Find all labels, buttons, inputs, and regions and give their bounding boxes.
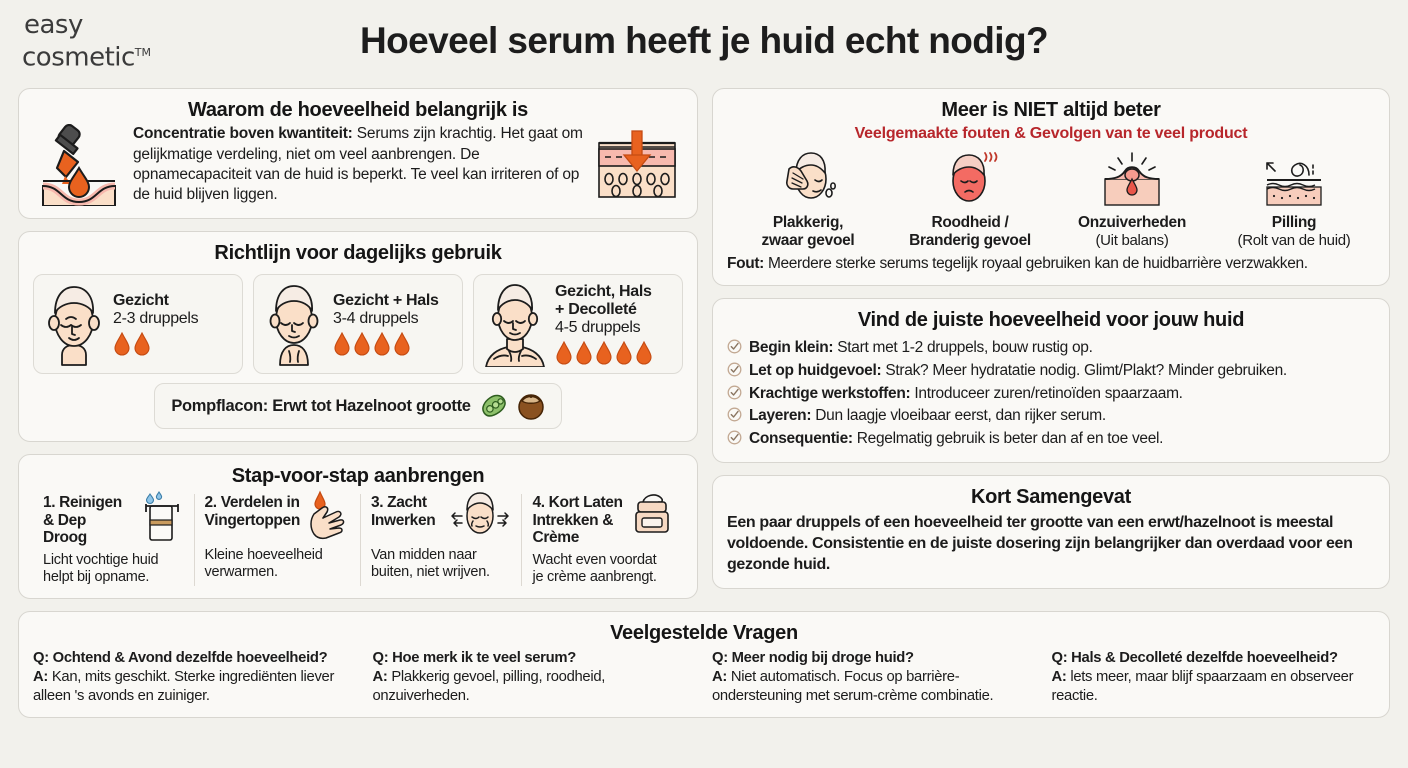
find-item-text: Begin klein: Start met 1-2 druppels, bouw rustig op. — [749, 339, 1093, 357]
brand-line-1: easy — [24, 10, 83, 40]
mistake-label: Plakkerig, zwaar gevoel — [761, 214, 855, 249]
drop-icon — [333, 332, 351, 356]
dose-amount: 4-5 druppels — [555, 319, 641, 337]
mistake-redness — [889, 149, 1051, 249]
dose-box-gezicht — [33, 274, 243, 374]
pimple-skin-icon — [1051, 149, 1213, 211]
faq-item — [373, 649, 697, 705]
towel-water-icon — [138, 490, 184, 542]
step-1 — [33, 494, 194, 586]
dose-boxes — [33, 274, 683, 374]
check-circle-icon — [727, 430, 742, 445]
step-4 — [521, 494, 683, 586]
drop-icon — [113, 332, 131, 356]
pilling-skin-icon — [1213, 149, 1375, 211]
drop-icon — [555, 341, 573, 365]
drop-icon — [635, 341, 653, 365]
drop-icon — [615, 341, 633, 365]
left-column — [18, 88, 698, 599]
brand-line-2: cosmetic™ — [22, 42, 152, 73]
dropper-drop-skin-icon — [33, 124, 125, 206]
hand-drop-icon — [304, 490, 350, 542]
step-desc: Kleine hoeveelheid verwarmen. — [204, 547, 323, 581]
dose-box-gezicht-hals — [253, 274, 463, 374]
pump-note-text: Pompflacon: Erwt tot Hazelnoot grootte — [171, 396, 471, 415]
warning-text: Meerdere sterke serums tegelijk royaal gebruiken kan de huidbarrière verzwakken. — [763, 255, 1308, 273]
find-item — [727, 428, 1375, 451]
pump-note — [154, 383, 561, 429]
daily-guideline-card — [18, 231, 698, 442]
step-title: 2. Verdelen in Vingertoppen — [204, 494, 300, 529]
why-amount-lead: Concentratie boven kwantiteit: — [133, 125, 353, 143]
check-circle-icon — [727, 385, 742, 400]
summary-title: Kort Samengevat — [971, 486, 1131, 509]
step-title: 3. Zacht Inwerken — [370, 494, 436, 529]
mistake-sub: (Rolt van de huid) — [1237, 231, 1351, 249]
dose-label-line1: Gezicht, Hals — [555, 282, 652, 300]
step-3 — [360, 494, 522, 586]
step-desc: Wacht even voordat je crème aanbrengt. — [532, 551, 657, 585]
dose-box-gezicht-hals-decollete — [473, 274, 683, 374]
red-burning-face-icon — [889, 149, 1051, 211]
find-item-text: Krachtige werkstoffen: Introduceer zuren/retinoïden spaarzaam. — [749, 384, 1183, 402]
steps-card — [18, 454, 698, 599]
cream-jar-icon — [631, 490, 673, 542]
mistake-label: Roodheid / Branderig gevoel — [909, 214, 1031, 249]
drop-icon — [133, 332, 151, 356]
mistake-impurities — [1051, 149, 1213, 249]
find-item — [727, 383, 1375, 406]
why-amount-card — [18, 88, 698, 219]
drop-icon — [575, 341, 593, 365]
step-2 — [194, 494, 360, 586]
find-item — [727, 337, 1375, 360]
mistake-sub: (Uit balans) — [1095, 231, 1169, 249]
drop-icon — [595, 341, 613, 365]
check-circle-icon — [727, 362, 742, 377]
face-neck-icon — [262, 281, 326, 367]
sticky-face-wipe-icon — [727, 149, 889, 211]
faq-answer: A: Niet automatisch. Focus op barrière-ondersteuning met serum-crème combinatie. — [712, 668, 994, 704]
find-item-text: Layeren: Dun laagje vloeibaar eerst, dan rijker serum. — [749, 407, 1106, 425]
face-neck-decollete-icon — [482, 281, 548, 367]
dose-amount: 3-4 druppels — [333, 310, 419, 328]
step-desc: Licht vochtige huid helpt bij opname. — [43, 551, 159, 585]
mistakes-title: Meer is NIET altijd beter — [941, 99, 1161, 121]
main-columns — [0, 88, 1408, 599]
hazelnut-icon — [517, 392, 545, 420]
summary-card — [712, 475, 1390, 588]
dose-label: Gezicht — [113, 291, 169, 309]
mistakes-warning — [727, 255, 1375, 273]
drop-count-4 — [333, 332, 454, 356]
dose-amount: 2-3 druppels — [113, 310, 199, 328]
mistake-pilling — [1213, 149, 1375, 249]
find-item — [727, 405, 1375, 428]
faq-question: Q: Meer nodig bij droge huid? — [712, 650, 914, 667]
find-amount-list — [727, 337, 1375, 450]
faq-question: Q: Hoe merk ik te veel serum? — [372, 650, 576, 667]
mistakes-card — [712, 88, 1390, 286]
mistake-sticky — [727, 149, 889, 249]
faq-list — [33, 649, 1375, 705]
daily-guideline-title: Richtlijn voor dagelijks gebruik — [214, 242, 502, 264]
why-amount-text — [133, 124, 583, 205]
step-title: 1. Reinigen & Dep Droog — [43, 494, 122, 546]
mistakes-list — [727, 149, 1375, 249]
faq-item — [33, 649, 357, 705]
faq-title: Veelgestelde Vragen — [610, 622, 798, 645]
faq-item — [1052, 649, 1376, 705]
step-desc: Van midden naar buiten, niet wrijven. — [370, 547, 490, 581]
drop-icon — [353, 332, 371, 356]
steps-title: Stap-voor-stap aanbrengen — [231, 465, 485, 487]
find-item-text: Let op huidgevoel: Strak? Meer hydratatie nodig. Glimt/Plakt? Minder gebruiken. — [749, 361, 1287, 379]
mistake-label: Onzuiverheden — [1077, 214, 1187, 231]
dose-label: Gezicht + Hals — [333, 291, 439, 309]
dose-label-line2: + Decolleté — [555, 300, 637, 318]
find-amount-card — [712, 298, 1390, 463]
drop-icon — [373, 332, 391, 356]
dose-label — [555, 283, 674, 319]
faq-answer: A: Plakkerig gevoel, pilling, roodheid, onzuiverheden. — [372, 668, 606, 704]
step-title: 4. Kort Laten Intrekken & Crème — [532, 494, 623, 546]
faq-question: Q: Hals & Decolleté dezelfde hoeveelheid? — [1051, 650, 1338, 667]
warning-label: Fout: — [727, 255, 764, 273]
find-item-text: Consequentie: Regelmatig gebruik is beter dan af en toe veel. — [749, 429, 1164, 447]
faq-answer: A: Kan, mits geschikt. Sterke ingrediënten liever alleen 's avonds en zuiniger. — [33, 668, 335, 704]
faq-item — [712, 649, 1036, 705]
face-icon — [42, 281, 106, 367]
drop-count-2 — [113, 332, 234, 356]
right-column — [712, 88, 1390, 599]
absorption-arrow-skin-icon — [591, 129, 683, 201]
pea-pod-icon — [479, 393, 509, 419]
faq-question: Q: Ochtend & Avond dezelfde hoeveelheid? — [33, 650, 328, 667]
mistakes-subtitle: Veelgemaakte fouten & Gevolgen van te veel product — [854, 125, 1248, 142]
drop-count-5 — [555, 341, 674, 365]
steps-list — [33, 494, 683, 586]
faq-answer: A: lets meer, maar blijf spaarzaam en observeer reactie. — [1051, 668, 1354, 704]
page-title: Hoeveel serum heeft je huid echt nodig? — [360, 20, 1048, 61]
trademark-symbol: TM — [134, 46, 152, 59]
why-amount-title: Waarom de hoeveelheid belangrijk is — [188, 99, 528, 121]
mistake-label: Pilling — [1271, 214, 1317, 231]
header — [0, 0, 1408, 88]
find-item — [727, 360, 1375, 383]
check-circle-icon — [727, 339, 742, 354]
check-circle-icon — [727, 407, 742, 422]
face-outward-arrows-icon — [449, 490, 511, 542]
drop-icon — [393, 332, 411, 356]
faq-card — [18, 611, 1390, 718]
why-amount-body: Serums zijn krachtig. Het gaat om gelijkmatige verdeling, niet om veel aanbrengen. De opnamecapaciteit van de huid is beperkt. Te veel kan irriteren of op de huid blijven liggen. — [133, 125, 583, 204]
find-amount-title: Vind de juiste hoeveelheid voor jouw huid — [857, 309, 1245, 332]
summary-text: Een paar druppels of een hoeveelheid ter grootte van een erwt/hazelnoot is meestal voldoende. Consistentie en de juiste dosering zijn belangrijker dan overdaad voor een gezonde huid. — [727, 514, 1353, 574]
